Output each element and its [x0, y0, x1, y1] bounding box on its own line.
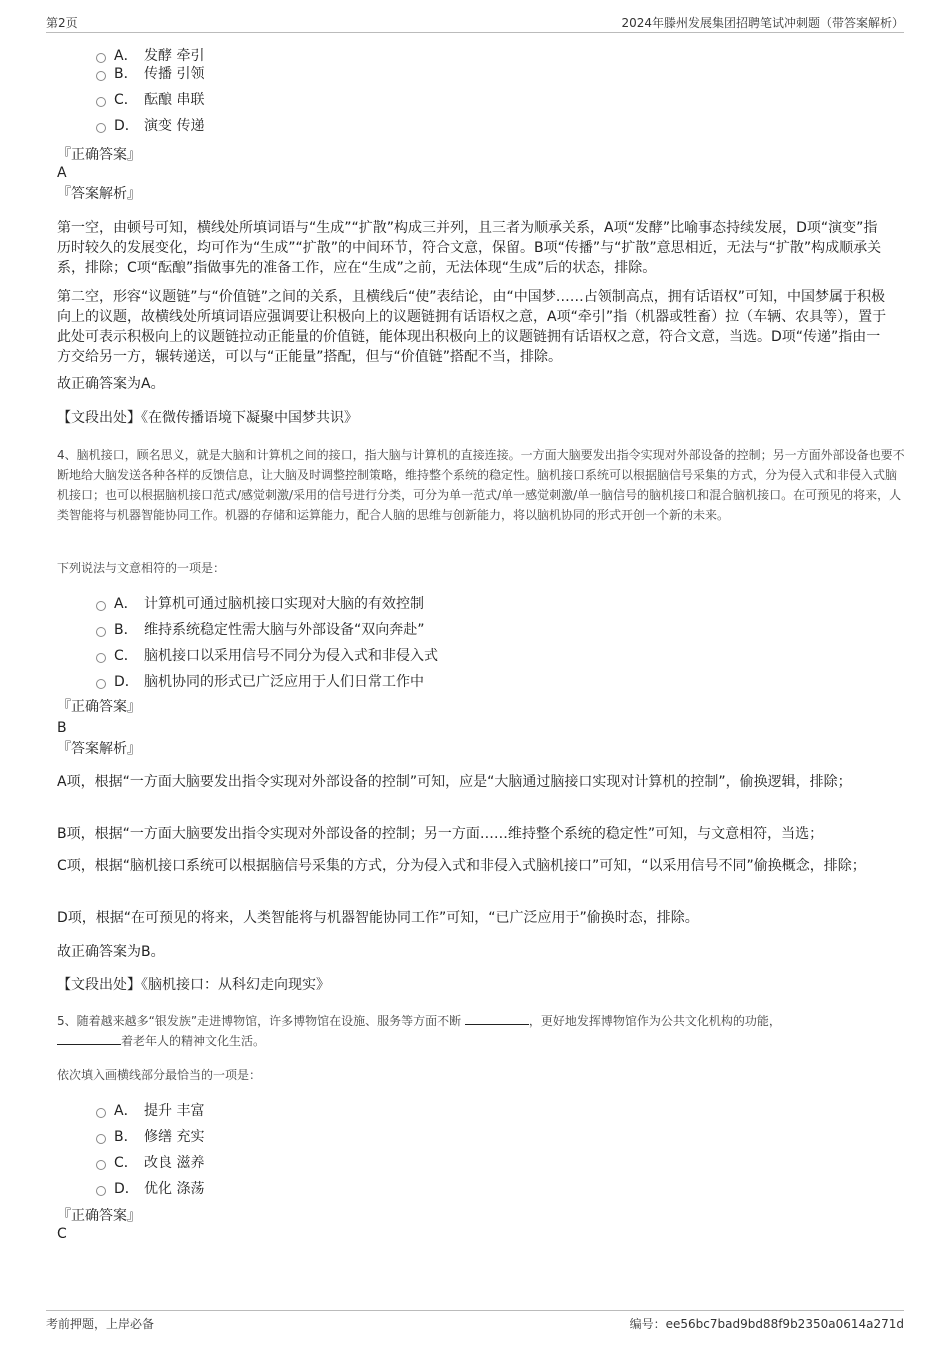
q4-question: 下列说法与文意相符的一项是： — [57, 561, 226, 575]
q5-passage: 5、随着越来越多“银发族”走进博物馆，许多博物馆在设施、服务等方面不断 ，更好地发挥博物馆作为公共文化机构的功能， 着老年人的精神文化生活。 — [57, 1014, 781, 1048]
q3-option-c[interactable]: C． 酝酿 串联 — [96, 90, 204, 110]
radio-icon[interactable] — [96, 1160, 106, 1170]
radio-icon[interactable] — [96, 679, 106, 689]
fill-blank-1[interactable] — [465, 1012, 529, 1025]
q3-analysis-p2: 第二空，形容“议题链”与“价值链”之间的关系，且横线后“使”表结论，由“中国梦……占领制高点，拥有话语权”可知，中国梦属于积极向上的议题，故横线处所填词语应强调要让积极向上的议题链拥有话语权之意，A项“牵引”指（机器或牲畜）拉（车辆、农具等），置于此处可表示积极向上的议题链拉动正能量的价值链，能体现出积极向上的议题链拥有话语权之意，符合文意，当选。D项“传递”指由一方交给另一方，辗转递送，可以与“正能量”搭配，但与“价值链”搭配不当，排除。 — [57, 289, 887, 365]
q3-answer: A — [57, 165, 67, 181]
q4-answer: B — [57, 720, 67, 736]
footer-slogan: 考前押题，上岸必备 — [46, 1317, 155, 1331]
q4-passage: 4、脑机接口，顾名思义，就是大脑和计算机之间的接口，指大脑与计算机的直接连接。一方面大脑要发出指令实现对外部设备的控制；另一方面外部设备也要不断地给大脑发送各种各样的反馈信息，让大脑及时调整控制策略，维持整个系统的稳定性。脑机接口系统可以根据脑信号采集的方式，分为侵入式和非侵入式脑机接口；也可以根据脑机接口范式/感觉刺激/采用的信号进行分类，可分为单一范式/单一感觉刺激/单一脑信号的脑机接口和混合脑机接口。在可预见的将来，人类智能将与机器智能协同工作。机器的存储和运算能力，配合人脑的思维与创新能力，将以脑机协同的形式开创一个新的未来。 — [57, 448, 905, 522]
radio-icon[interactable] — [96, 71, 106, 81]
q4-option-c[interactable]: C． 脑机接口以采用信号不同分为侵入式和非侵入式 — [96, 646, 438, 666]
page-footer — [46, 1310, 904, 1335]
q3-source: 【文段出处】《在微传播语境下凝聚中国梦共识》 — [57, 410, 358, 426]
radio-icon[interactable] — [96, 653, 106, 663]
radio-icon[interactable] — [96, 627, 106, 637]
radio-icon[interactable] — [96, 1134, 106, 1144]
q4-analysis-b: B项，根据“一方面大脑要发出指令实现对外部设备的控制；另一方面……维持整个系统的稳定性”可知，与文意相符，当选； — [57, 826, 824, 842]
document-title: 2024年滕州发展集团招聘笔试冲刺题（带答案解析） — [621, 16, 904, 30]
q4-option-a[interactable]: A． 计算机可通过脑机接口实现对大脑的有效控制 — [96, 594, 424, 614]
page-number: 第2页 — [46, 16, 78, 30]
q5-option-b[interactable]: B． 修缮 充实 — [96, 1127, 204, 1147]
q5-option-a[interactable]: A． 提升 丰富 — [96, 1101, 204, 1121]
q3-analysis-p1: 第一空，由顿号可知，横线处所填词语与“生成”“扩散”构成三并列，且三者为顺承关系，A项“发酵”比喻事态持续发展，D项“演变”指历时较久的发展变化，均可作为“生成”“扩散”的中间环节，符合文意，保留。B项“传播”与“扩散”意思相近，无法与“扩散”构成顺承关系，排除；C项“酝酿”指做事先的准备工作，应在“生成”之前，无法体现“生成”后的状态，排除。 — [57, 220, 882, 276]
q5-option-d[interactable]: D． 优化 涤荡 — [96, 1179, 204, 1199]
page-header — [46, 12, 904, 33]
q4-option-b[interactable]: B． 维持系统稳定性需大脑与外部设备“双向奔赴” — [96, 620, 425, 640]
q5-answer: C — [57, 1226, 67, 1242]
q4-analysis-label: 『答案解析』 — [57, 741, 141, 757]
radio-icon[interactable] — [96, 601, 106, 611]
q3-option-b[interactable]: B． 传播 引领 — [96, 64, 204, 84]
fill-blank-2[interactable] — [57, 1032, 121, 1045]
radio-icon[interactable] — [96, 53, 106, 63]
q4-source: 【文段出处】《脑机接口：从科幻走向现实》 — [57, 977, 330, 993]
q4-answer-label: 『正确答案』 — [57, 699, 141, 715]
q4-option-d[interactable]: D． 脑机协同的形式已广泛应用于人们日常工作中 — [96, 672, 424, 692]
q4-analysis-d: D项，根据“在可预见的将来，人类智能将与机器智能协同工作”可知，“已广泛应用于”偷换时态，排除。 — [57, 910, 699, 926]
q5-answer-label: 『正确答案』 — [57, 1208, 141, 1224]
q5-option-c[interactable]: C． 改良 滋养 — [96, 1153, 204, 1173]
q5-question: 依次填入画横线部分最恰当的一项是： — [57, 1068, 262, 1082]
q4-analysis-a: A项，根据“一方面大脑要发出指令实现对外部设备的控制”可知，应是“大脑通过脑接口实现对计算机的控制”，偷换逻辑，排除； — [57, 774, 852, 790]
q4-analysis-c: C项，根据“脑机接口系统可以根据脑信号采集的方式，分为侵入式和非侵入式脑机接口”可知，“以采用信号不同”偷换概念，排除； — [57, 858, 866, 874]
q3-option-d[interactable]: D． 演变 传递 — [96, 116, 204, 136]
radio-icon[interactable] — [96, 1186, 106, 1196]
radio-icon[interactable] — [96, 1108, 106, 1118]
q3-conclusion: 故正确答案为A。 — [57, 376, 165, 392]
q3-option-a[interactable]: A． 发酵 牵引 — [96, 46, 204, 66]
q3-analysis-label: 『答案解析』 — [57, 186, 141, 202]
document-id: 编号：ee56bc7bad9bd88f9b2350a0614a271d — [629, 1317, 904, 1331]
radio-icon[interactable] — [96, 97, 106, 107]
radio-icon[interactable] — [96, 123, 106, 133]
q3-answer-label: 『正确答案』 — [57, 147, 141, 163]
q4-conclusion: 故正确答案为B。 — [57, 944, 165, 960]
